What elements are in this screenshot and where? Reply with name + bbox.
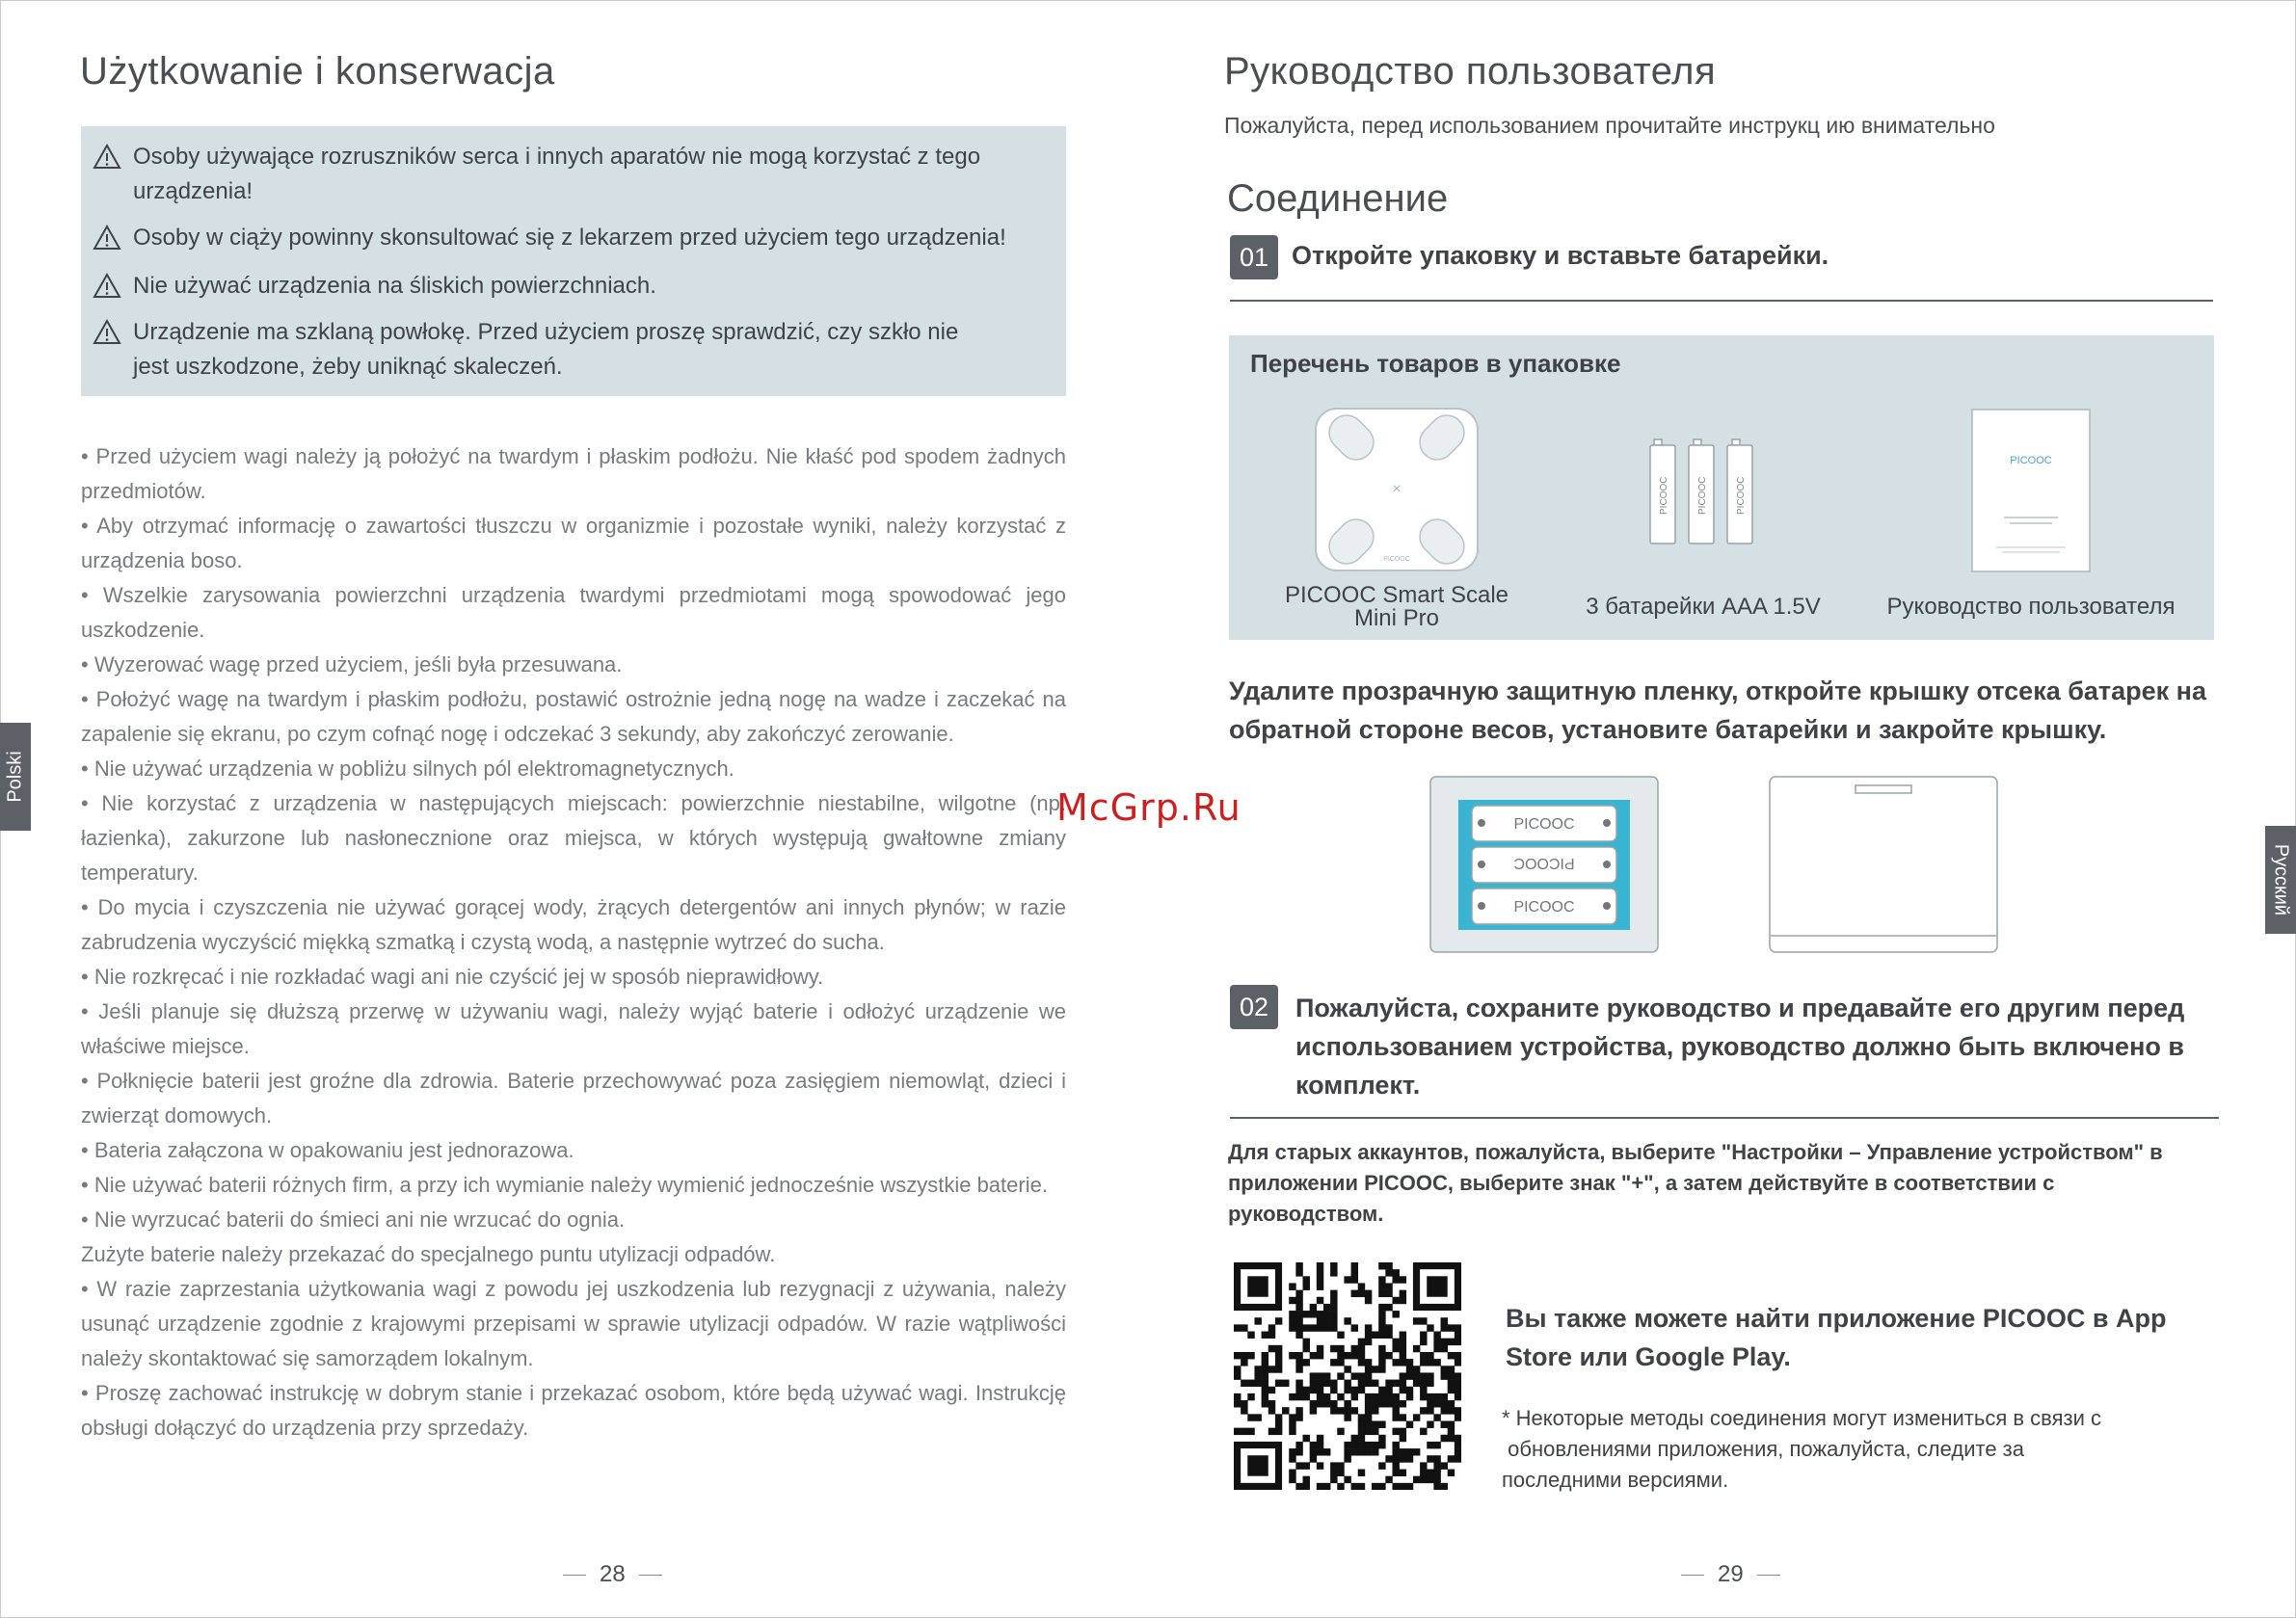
package-title: Перечень товаров в упаковке [1250, 349, 1621, 378]
rule-item: • W razie zaprzestania użytkowania wagi z powodu jej uszkodzenia lub rezygnacji z używania, należy usunąć urządzenie zgodnie z krajowymi przepisami w sprawie utylizacji odpadów. W razie wątpliwości należy skontaktować się samorządem lokalnym. [81, 1277, 1066, 1370]
step-badge-02: 02 [1230, 985, 1278, 1029]
svg-text:PICOOC: PICOOC [2010, 455, 2052, 466]
app-store-text: Вы также можете найти приложение PICOOC в App Store или Google Play. [1506, 1304, 2167, 1371]
right-page-title: Руководство пользователя [1224, 50, 1717, 93]
rule-item: • Jeśli planuje się dłuższą przerwę w używaniu wagi, należy wyjąć baterie i odłożyć urządzenie we właściwe miejsce. [81, 999, 1066, 1058]
battery-compartment-open-illustration [1429, 776, 1659, 953]
warning-triangle-icon [93, 225, 121, 251]
warning-item [93, 315, 958, 385]
batteries-icon [1649, 438, 1757, 545]
rule-item: • Wyzerować wagę przed użyciem, jeśli była przesuwana. [81, 652, 623, 676]
update-note-line: * Некоторые методы соединения могут измениться в связи с [1502, 1406, 2102, 1430]
svg-text:PICOOC: PICOOC [1383, 556, 1410, 563]
step-badge-01: 01 [1230, 235, 1278, 279]
section-heading: Соединение [1227, 177, 1449, 220]
rule-item: • Proszę zachować instrukcję w dobrym stanie i przekazać osobom, które będą używać wagi. Instrukcję obsługi dołączyć do urządzenia przy sprzedaży. [81, 1381, 1066, 1440]
old-accounts-text: Для старых аккаунтов, пожалуйста, выберите "Настройки – Управление устройством" в приложении PICOOC, выберите знак "+", а затем действуйте в соответствии с руководством. [1228, 1140, 2163, 1226]
warning-triangle-icon [93, 144, 121, 170]
page-number-right [1668, 1561, 1794, 1588]
warning-text-1a: Osoby używające rozruszników serca i innych aparatów nie mogą korzystać z tego [133, 144, 981, 170]
divider [1230, 300, 2213, 302]
warning-text-4a: Urządzenie ma szklaną powłokę. Przed użyciem proszę sprawdzić, czy szkło nie [133, 319, 959, 345]
rule-item: • Położyć wagę na twardym i płaskim podłożu, postawić ostrożnie jedną nogę na wadze i zaczekać na zapalenie się ekranu, po czym cofnąć nogę i odczekać 3 sekundy, aby zakończyć zerowanie. [81, 687, 1066, 746]
page-number-left [549, 1561, 676, 1588]
svg-text:×: × [1392, 481, 1402, 497]
warning-item [93, 221, 1006, 255]
rule-item: Zużyte baterie należy przekazać do specjalnego puntu utylizacji odpadów. [81, 1242, 776, 1266]
rule-item: • Przed użyciem wagi należy ją położyć na twardym i płaskim podłożu. Nie kłaść pod spodem żadnych przedmiotów. [81, 444, 1066, 503]
manual-icon [1971, 409, 2091, 572]
scale-icon [1314, 407, 1480, 572]
svg-text:PICOOC: PICOOC [1513, 899, 1575, 915]
language-tab-polski [0, 723, 31, 831]
step2-text: Пожалуйста, сохраните руководство и предавайте его другим перед использованием устройства, руководство должно быть включено в комплект. [1295, 994, 2185, 1100]
package-item-label: PICOOC Smart Scale Mini Pro [1284, 582, 1509, 631]
rule-item: • Bateria załączona w opakowaniu jest jednorazowa. [81, 1138, 574, 1162]
rule-item: • Nie korzystać z urządzenia w następujących miejscach: powierzchnie niestabilne, wilgotne (np. łazienka), zakurzone lub nasłonecznione oraz miejsca, w których występują gwałtowne zmiany temperatury. [81, 791, 1066, 885]
watermark: McGrp.Ru [1056, 786, 1241, 829]
language-tab-label: Русский [2270, 843, 2292, 916]
rule-item: • Nie wyrzucać baterii do śmieci ani nie wrzucać do ognia. [81, 1207, 626, 1232]
rule-item: • Aby otrzymać informację o zawartości tłuszczu w organizmie i pozostałe wyniki, należy korzystać z urządzenia boso. [81, 514, 1066, 572]
rule-item: • Do mycia i czyszczenia nie używać gorącej wody, żrących detergentów ani innych płynów; w razie zabrudzenia wyczyścić miękką szmatką i czystą wodą, a następnie wytrzeć do sucha. [81, 895, 1066, 954]
warning-item [93, 269, 656, 304]
update-note-line: обновлениями приложения, пожалуйста, следите за [1502, 1437, 2024, 1461]
package-item-label: Руководство пользователя [1886, 594, 2176, 620]
svg-text:PICOOC: PICOOC [1513, 855, 1575, 871]
package-item-label: 3 батарейки AAA 1.5V [1586, 594, 1821, 620]
svg-text:PICOOC: PICOOC [1659, 476, 1669, 515]
warning-text-1b: urządzenia! [133, 178, 254, 204]
rule-item: • Nie używać urządzenia w pobliżu silnych pól elektromagnetycznych. [81, 756, 734, 781]
warning-item [93, 140, 980, 209]
qr-code-icon [1234, 1262, 1461, 1490]
rule-item: • Nie używać baterii różnych firm, a przy ich wymianie należy wymienić jednocześnie wszystkie baterie. [81, 1173, 1048, 1197]
page-number-text: 28 [600, 1561, 626, 1587]
step1-text: Откройте упаковку и вставьте батарейки. [1292, 241, 1829, 270]
update-note-line: последними версиями. [1502, 1468, 1729, 1492]
language-tab-russian [2265, 826, 2296, 934]
divider [1230, 1117, 2219, 1119]
battery-compartment-closed-illustration [1769, 776, 1998, 953]
language-tab-label: Polski [4, 751, 26, 803]
warning-triangle-icon [93, 319, 121, 345]
left-page-title: Użytkowanie i konserwacja [80, 50, 555, 93]
page-number-text: 29 [1718, 1561, 1744, 1587]
rule-item: • Wszelkie zarysowania powierzchni urządzenia twardymi przedmiotami mogą spowodować jego uszkodzenie. [81, 583, 1066, 642]
warning-box [81, 126, 1066, 396]
svg-text:PICOOC: PICOOC [1736, 476, 1747, 515]
battery-instruction: Удалите прозрачную защитную пленку, откройте крышку отсека батарек на обратной стороне весов, установите батарейки и закройте крышку. [1229, 676, 2207, 744]
warning-text-4b: jest uszkodzone, żeby uniknąć skaleczeń. [133, 354, 563, 380]
warning-triangle-icon [93, 273, 121, 299]
svg-text:PICOOC: PICOOC [1697, 476, 1708, 515]
warning-text-3: Nie używać urządzenia na śliskich powierzchniach. [133, 273, 656, 299]
usage-rules [81, 439, 1066, 1446]
warning-text-2: Osoby w ciąży powinny skonsultować się z lekarzem przed użyciem tego urządzenia! [133, 225, 1006, 251]
right-page-subtitle: Пожалуйста, перед использованием прочитайте инструкц ию внимательно [1224, 113, 1995, 138]
svg-text:PICOOC: PICOOC [1513, 816, 1575, 833]
rule-item: • Połknięcie baterii jest groźne dla zdrowia. Baterie przechowywać poza zasięgiem niemowląt, dzieci i zwierząt domowych. [81, 1069, 1066, 1127]
package-contents-box [1229, 335, 2214, 640]
rule-item: • Nie rozkręcać i nie rozkładać wagi ani nie czyścić jej w sposób nieprawidłowy. [81, 965, 824, 989]
update-note [1502, 1403, 2215, 1496]
